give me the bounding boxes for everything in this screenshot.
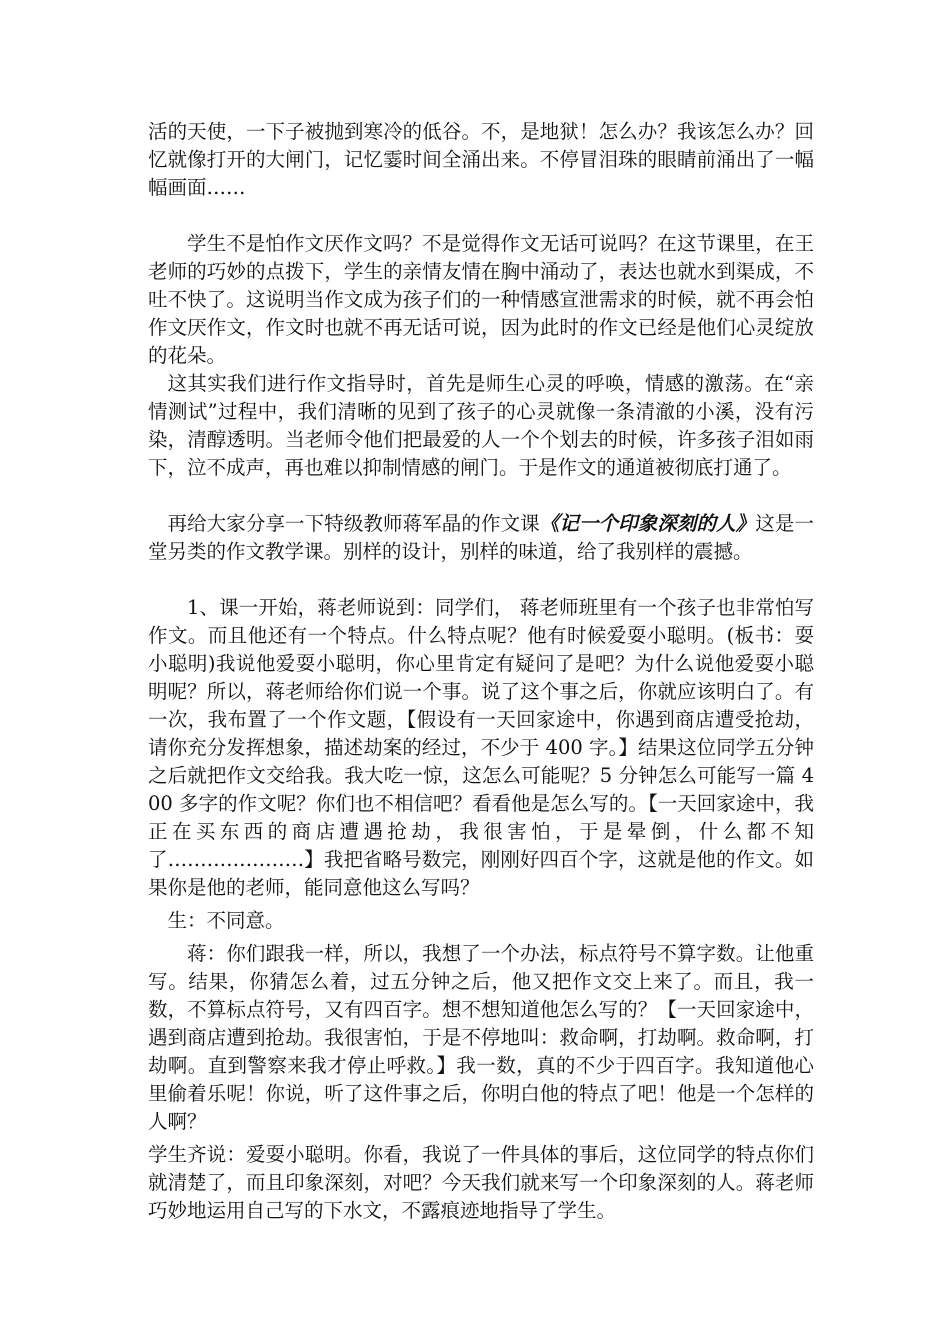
paragraph-1: 活的天使，一下子被抛到寒冷的低谷。不，是地狱！怎么办？我该怎么办？回忆就像打开的大闸门，记忆霎时间全涌出来。不停冒泪珠的眼睛前涌出了一幅幅画面…… <box>148 120 814 199</box>
paragraph-4-rest: 这是一堂另类的作文教学课。别样的设计，别样的味道，给了我别样的震撼。 <box>148 512 814 563</box>
paragraph-4-intro: 再给大家分享一下特级教师蒋军晶的作文课 <box>167 512 540 535</box>
paragraph-8: 学生齐说：爱耍小聪明。你看，我说了一件具体的事后，这位同学的特点你们就清楚了，而且印象深刻，对吧？今天我们就来写一个印象深刻的人。蒋老师巧妙地运用自己写的下水文，不露痕迹地指导了学生。 <box>148 1143 814 1222</box>
paragraph-2: 学生不是怕作文厌作文吗？不是觉得作文无话可说吗？在这节课里，在王老师的巧妙的点拨下，学生的亲情友情在胸中涌动了，表达也就水到渠成，不吐不快了。这说明当作文成为孩子们的一种情感宣泄需求的时候，就不再会怕作文厌作文，作文时也就不再无话可说，因为此时的作文已经是他们心灵绽放的花朵。 <box>148 232 814 367</box>
lesson-title: 《记一个印象深刻的人》 <box>539 512 756 535</box>
paragraph-4 <box>148 510 814 566</box>
paragraph-5: 1、课一开始，蒋老师说到：同学们， 蒋老师班里有一个孩子也非常怕写作文。而且他还有一个特点。什么特点呢？他有时候爱耍小聪明。(板书：耍小聪明)我说他爱耍小聪明，你心里肯定有疑问了是吧？为什么说他爱耍小聪明呢？所以，蒋老师给你们说一个事。说了这个事之后，你就应该明白了。有一次，我布置了一个作文题，【假设有一天回家途中，你遇到商店遭受抢劫，请你充分发挥想象，描述劫案的经过，不少于 400 字。】结果这位同学五分钟之后就把作文交给我。我大吃一惊，这怎么可能呢？5 分钟怎么可能写一篇 400 多字的作文呢？你们也不相信吧？看看他是怎么写的。【一天回家途中，我正在买东西的商店遭遇抢劫，我很害怕，于是晕倒，什么都不知了…………………】我把省略号数完，刚刚好四百个字，这就是他的作文。如果你是他的老师，能同意他这么写吗？ <box>148 596 814 899</box>
document-body <box>148 118 814 1225</box>
paragraph-3: 这其实我们进行作文指导时，首先是师生心灵的呼唤，情感的激荡。在“亲情测试”过程中，我们清晰的见到了孩子的心灵就像一条清澈的小溪，没有污染，清醇透明。当老师令他们把最爱的人一个个划去的时候，许多孩子泪如雨下，泣不成声，再也难以抑制情感的闸门。于是作文的通道被彻底打通了。 <box>148 372 814 479</box>
paragraph-7: 蒋：你们跟我一样，所以，我想了一个办法，标点符号不算字数。让他重写。结果，你猜怎么着，过五分钟之后，他又把作文交上来了。而且，我一数，不算标点符号，又有四百字。想不想知道他怎么写的？【一天回家途中，遇到商店遭到抢劫。我很害怕，于是不停地叫：救命啊，打劫啊。救命啊，打劫啊。直到警察来我才停止呼救。】我一数，真的不少于四百字。我知道他心里偷着乐呢！你说，听了这件事之后，你明白他的特点了吧！他是一个怎样的人啊？ <box>148 942 814 1133</box>
paragraph-6: 生：不同意。 <box>167 909 285 932</box>
